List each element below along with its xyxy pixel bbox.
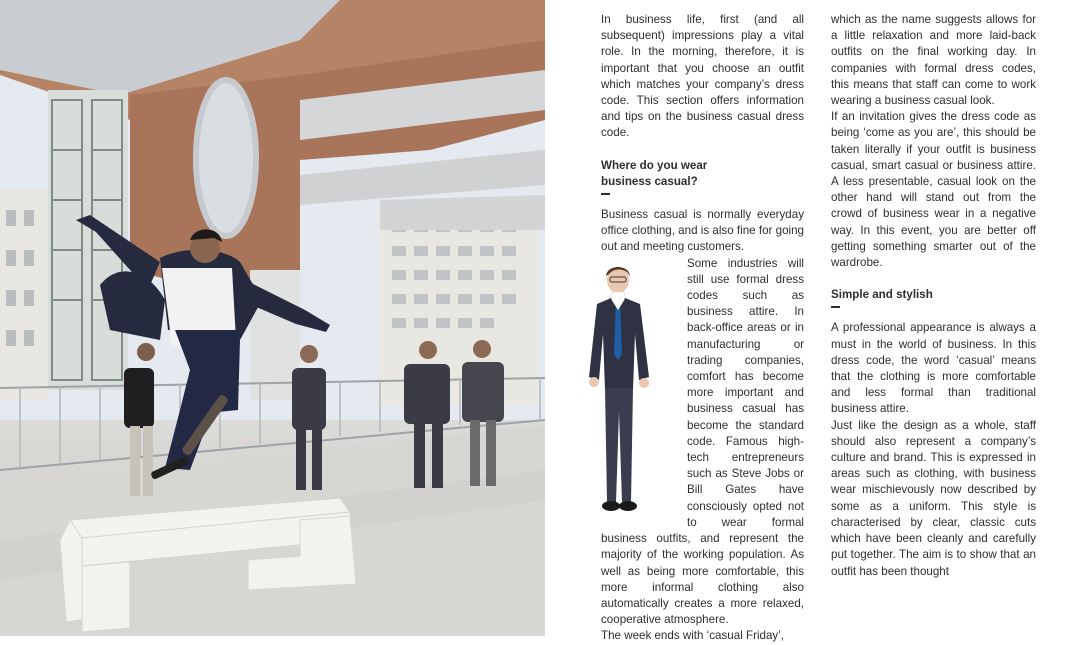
photo-scene [0, 0, 545, 636]
casual-friday-paragraph: The week ends with ‘casual Friday’, [601, 629, 785, 643]
professional-appearance-paragraph: A professional appearance is always a must in the world of business. In this dress code, the word ‘casual’ means that the clothing is more comfortable and less formal than traditional business attire. [831, 321, 1036, 416]
section-heading-simple: Simple and stylish [831, 288, 933, 302]
right-column [831, 12, 1036, 580]
design-paragraph: Just like the design as a whole, staff should also represent a company’s culture and brand. This is expressed in areas such as clothing, with business wear mischievously now described by some as a uniform. This style is characterised by clear, classic cuts which have been cleanly and carefully put together. The aim is to show that an outfit has been thought [831, 418, 1036, 578]
heading-rule [831, 306, 840, 308]
come-as-you-are-paragraph: If an invitation gives the dress code as being ‘come as you are’, this should be taken literally if your outfit is business casual, smart casual or business attire. A less presentable, casual look on the other hand will stand out from the crowd of business wear in a negative way. In this event, you are better off getting something smarter out of the wardrobe. [831, 110, 1036, 270]
casual-friday-continued: which as the name suggests allows for a little relaxation and more laid-back outfits on the final working day. In companies with formal dress codes, this means that staff can come to work wearing a business casual look. [831, 13, 1036, 108]
section-heading-where: Where do you wear business casual? [601, 158, 708, 188]
business-casual-paragraph-wrapped: Some industries will still use formal dress codes such as business attire. In back-office areas or in manufacturing or trading companies, comfort has become more important and business casual has become the standard code. Famous high-tech entrepreneurs such as Steve Jobs or Bill Gates have consciously opted not to wear formal business outfits, and represent the majority of the working population. As well as being more comfortable, this more informal clothing also automatically creates a more relaxed, cooperative atmosphere. [601, 256, 804, 627]
heading-rule [601, 193, 610, 195]
business-casual-paragraph-top: Business casual is normally everyday office clothing, and is also fine for going out and meeting customers. [601, 208, 804, 254]
intro-paragraph: In business life, first (and all subsequent) impressions play a vital role. In the morning, therefore, it is important that you choose an outfit which matches your company’s dress code. This section offers information and tips on the business casual dress code. [601, 13, 804, 140]
skateboarder-photo [0, 0, 545, 636]
businessman-illustration [583, 262, 665, 517]
